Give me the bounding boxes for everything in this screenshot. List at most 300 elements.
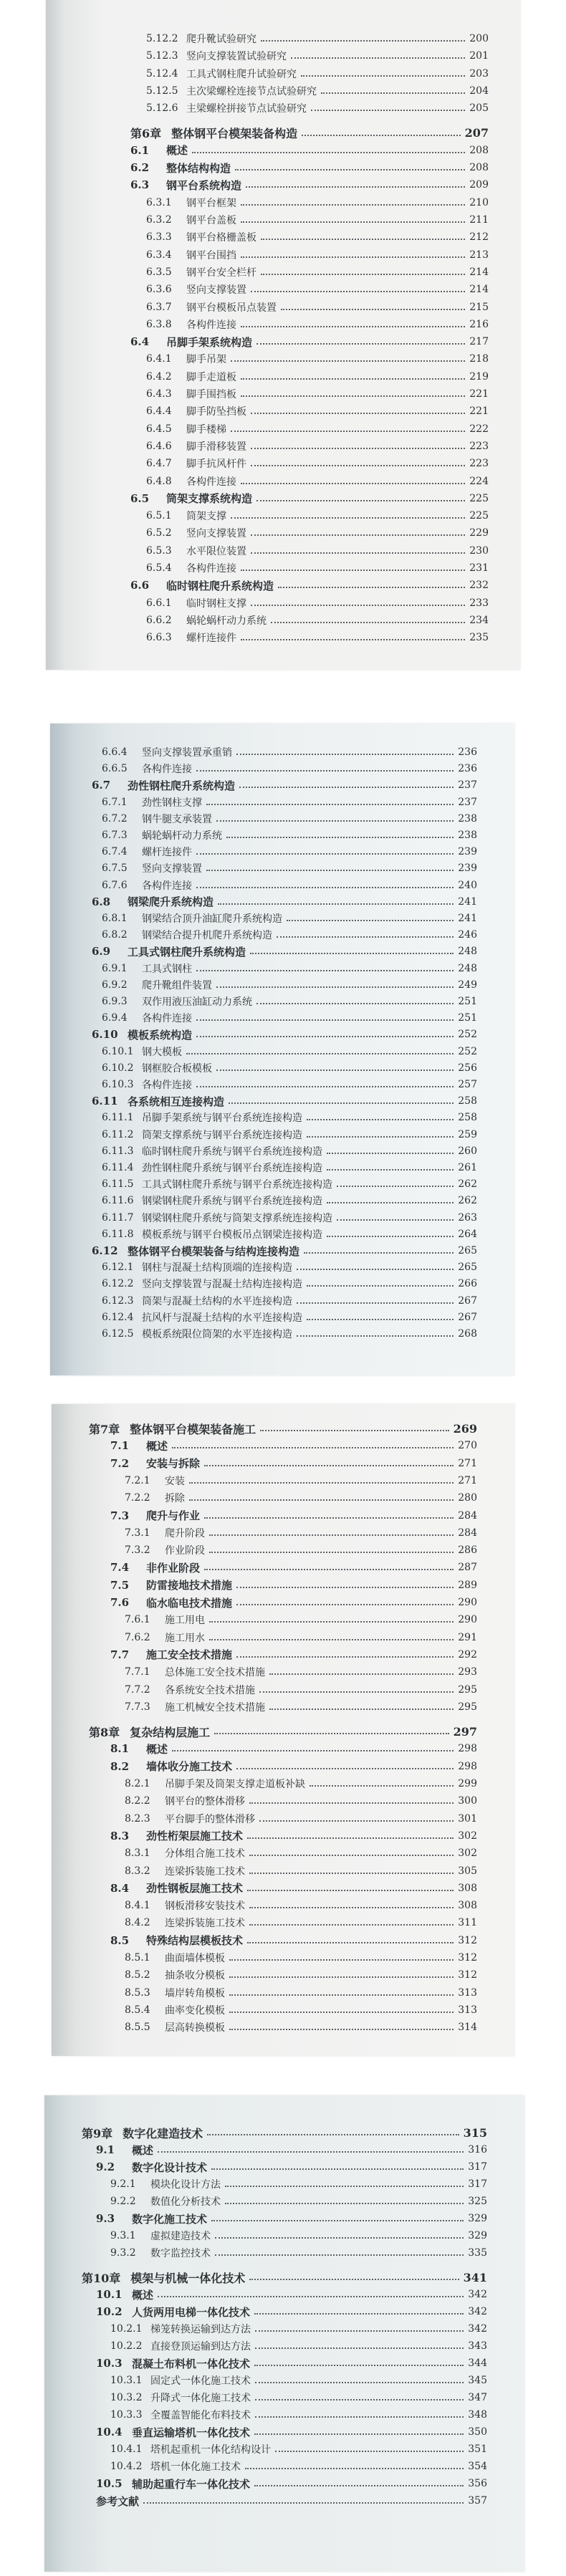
toc-dot-leader <box>247 1890 454 1891</box>
toc-entry-number: 6.8.2 <box>102 929 128 941</box>
toc-dot-leader <box>249 1873 454 1874</box>
toc-dot-leader <box>251 413 465 414</box>
toc-dot-leader <box>327 1169 454 1171</box>
toc-page-4 <box>44 2095 524 2572</box>
toc-page-number: 203 <box>469 67 489 80</box>
toc-entry-title: 概述 <box>146 1742 168 1756</box>
toc-page-number: 344 <box>468 2358 487 2369</box>
toc-dot-leader <box>236 1768 454 1769</box>
toc-section-entry <box>96 2143 487 2157</box>
toc-dot-leader <box>189 1499 454 1501</box>
toc-dot-leader <box>196 1019 454 1021</box>
toc-entry-title: 整体钢平台模架装备与结构连接构造 <box>128 1244 300 1258</box>
toc-page-number: 298 <box>458 1760 477 1772</box>
toc-entry-number: 10.3 <box>96 2357 123 2370</box>
toc-dot-leader <box>196 1086 454 1087</box>
toc-subsection-entry <box>146 387 489 401</box>
toc-dot-leader <box>327 1236 454 1237</box>
toc-page-number: 219 <box>469 370 489 383</box>
toc-dot-leader <box>231 360 465 362</box>
toc-entry-number: 6.8.1 <box>102 913 128 924</box>
toc-entry-title: 抽条收分模板 <box>165 1970 225 1982</box>
toc-dot-leader <box>327 1202 454 1203</box>
toc-entry-number: 8.5.5 <box>125 2022 150 2034</box>
toc-page-number: 214 <box>469 266 489 278</box>
toc-page-number: 235 <box>469 632 489 644</box>
toc-entry-number: 9.3 <box>96 2212 115 2225</box>
toc-subsection-entry <box>146 49 489 63</box>
toc-entry-number: 6.4.1 <box>146 353 172 365</box>
toc-entry-number: 第7章 <box>89 1422 120 1436</box>
toc-subsection-entry <box>125 1951 477 1965</box>
toc-dot-leader <box>249 1802 454 1804</box>
toc-dot-leader <box>247 1837 454 1839</box>
toc-entry-number: 6.11.8 <box>102 1228 134 1240</box>
toc-subsection-entry <box>102 795 477 809</box>
toc-dot-leader <box>247 1942 454 1943</box>
toc-entry-title: 整体钢平台模架装备施工 <box>130 1422 256 1436</box>
toc-entry-title: 竖向支撑装置与混凝土结构连接构造 <box>142 1279 302 1291</box>
toc-page-number: 266 <box>458 1278 477 1290</box>
toc-entry-title: 全覆盖智能化布料技术 <box>150 2410 251 2421</box>
toc-entry-number: 5.12.6 <box>146 102 178 115</box>
toc-dot-leader <box>241 378 465 380</box>
toc-page-number: 354 <box>468 2461 487 2472</box>
toc-page-number: 357 <box>468 2495 487 2507</box>
toc-entry-title: 钢柱与混凝土结构顶端的连接构造 <box>142 1262 292 1274</box>
toc-section-entry <box>110 1881 477 1895</box>
toc-entry-title: 概述 <box>146 1439 168 1453</box>
toc-page-number: 261 <box>458 1162 477 1173</box>
toc-page-number: 204 <box>469 85 489 97</box>
toc-dot-leader <box>307 1285 454 1287</box>
toc-subsection-entry <box>110 2246 487 2260</box>
toc-entry-number: 5.12.2 <box>146 33 178 44</box>
toc-section-entry <box>110 1648 477 1662</box>
toc-page-number: 234 <box>469 614 489 626</box>
toc-subsection-entry <box>102 1160 477 1175</box>
toc-page-number: 312 <box>458 1934 477 1946</box>
toc-entry-number: 6.6 <box>130 579 150 592</box>
toc-entry-title: 劲性钢柱爬升系统与钢平台系统连接构造 <box>142 1163 322 1174</box>
toc-subsection-entry <box>146 248 489 262</box>
toc-entry-title: 钢框胶合板模板 <box>142 1062 212 1075</box>
toc-entry-title: 梯笼转换运输到达方法 <box>150 2324 251 2335</box>
toc-entry-title: 劲性钢板层施工技术 <box>146 1882 244 1895</box>
toc-page-number: 351 <box>468 2443 487 2455</box>
toc-entry-title: 螺杆连接件 <box>142 847 192 859</box>
toc-page-number: 231 <box>469 562 489 574</box>
toc-dot-leader <box>215 2254 464 2256</box>
toc-page-number: 258 <box>458 1095 477 1107</box>
toc-dot-leader <box>302 135 460 136</box>
toc-entry-number: 6.7.2 <box>102 812 128 825</box>
toc-entry-title: 各构件连接 <box>142 1013 192 1025</box>
toc-subsection-entry <box>146 370 489 384</box>
toc-entry-title: 各构件连接 <box>142 1080 192 1091</box>
toc-entry-number: 10.2.2 <box>110 2340 143 2352</box>
toc-subsection-entry <box>110 2339 487 2353</box>
toc-page-number: 225 <box>469 510 489 522</box>
toc-entry-title: 数字化施工技术 <box>132 2212 208 2226</box>
toc-entry-title: 钢平台安全栏杆 <box>186 266 256 279</box>
toc-page-number: 308 <box>458 1900 477 1912</box>
toc-dot-leader <box>216 1070 454 1071</box>
toc-dot-leader <box>249 1855 454 1856</box>
toc-dot-leader <box>261 40 465 42</box>
toc-page-number: 201 <box>469 50 489 62</box>
toc-section-entry <box>92 1094 477 1108</box>
toc-section-entry <box>92 1027 477 1042</box>
toc-subsection-entry <box>125 1543 477 1557</box>
toc-subsection-entry <box>125 1864 477 1878</box>
toc-subsection-entry <box>125 1474 477 1488</box>
toc-subsection-entry <box>146 404 489 418</box>
toc-entry-number: 8.5.1 <box>125 1952 150 1964</box>
toc-subsection-entry <box>146 317 489 332</box>
toc-dot-leader <box>196 1036 454 1037</box>
toc-dot-leader <box>269 1708 454 1710</box>
toc-subsection-entry <box>102 1193 477 1208</box>
toc-dot-leader <box>241 569 465 571</box>
toc-page-number: 311 <box>458 1917 477 1929</box>
toc-page-number: 312 <box>458 1952 477 1964</box>
toc-page-number: 222 <box>469 423 489 435</box>
toc-subsection-entry <box>125 1526 477 1540</box>
toc-entry-number: 6.12 <box>92 1244 118 1257</box>
toc-dot-leader <box>241 204 465 206</box>
toc-entry-title: 脚手滑移装置 <box>186 441 246 453</box>
toc-subsection-entry <box>110 2390 487 2405</box>
toc-entry-title: 竖向支撑装置 <box>186 284 246 297</box>
toc-dot-leader <box>245 2468 464 2469</box>
toc-subsection-entry <box>102 828 477 842</box>
toc-page-number: 280 <box>458 1492 477 1504</box>
toc-entry-number: 6.9.1 <box>102 962 128 974</box>
toc-entry-number: 6.6.4 <box>102 746 128 758</box>
toc-dot-leader <box>327 1153 454 1154</box>
toc-entry-number: 8.2.3 <box>125 1812 150 1825</box>
toc-page-number: 259 <box>458 1128 477 1140</box>
toc-subsection-entry <box>102 1177 477 1191</box>
toc-entry-title: 工具式钢柱爬升系统构造 <box>128 945 246 958</box>
toc-page-number: 342 <box>468 2306 487 2317</box>
toc-dot-leader <box>196 770 454 772</box>
toc-entry-title: 固定式一体化施工技术 <box>150 2375 251 2387</box>
toc-entry-number: 6.3.7 <box>146 301 172 313</box>
toc-dot-leader <box>236 1656 454 1658</box>
toc-entry-number: 10.3.1 <box>110 2375 143 2386</box>
toc-entry-number: 9.3.2 <box>110 2247 136 2259</box>
toc-dot-leader <box>206 870 454 871</box>
toc-page-number: 343 <box>468 2340 487 2352</box>
toc-dot-leader <box>229 1959 454 1961</box>
toc-entry-title: 脚手走道板 <box>186 371 236 383</box>
toc-page-number: 347 <box>468 2392 487 2403</box>
toc-page-number: 233 <box>469 597 489 609</box>
toc-entry-title: 墙体收分施工技术 <box>146 1760 233 1774</box>
toc-entry-title: 爬升靴组件装置 <box>142 979 212 991</box>
toc-entry-title: 筒架与混凝土结构的水平连接构造 <box>142 1295 292 1307</box>
toc-dot-leader <box>301 75 465 77</box>
toc-entry-title: 爬升阶段 <box>165 1527 205 1539</box>
toc-entry-title: 钢梁结合顶升油缸爬升系统构造 <box>142 913 282 925</box>
toc-section-entry <box>110 1578 477 1592</box>
toc-entry-title: 各系统安全技术措施 <box>165 1684 255 1696</box>
toc-page-number: 313 <box>458 2004 477 2016</box>
toc-entry-title: 脚手吊架 <box>186 354 226 366</box>
toc-section-entry <box>96 2287 487 2302</box>
toc-page-number: 312 <box>458 1969 477 1981</box>
toc-page-number: 356 <box>468 2478 487 2489</box>
toc-dot-leader <box>287 920 454 921</box>
toc-page-number: 212 <box>469 231 489 244</box>
toc-entry-number: 6.5 <box>130 491 150 505</box>
toc-subsection-entry <box>102 961 477 976</box>
toc-dot-leader <box>241 395 465 397</box>
toc-page-number: 213 <box>469 249 489 261</box>
toc-entry-number: 5.12.5 <box>146 85 178 97</box>
toc-entry-title: 主次梁螺栓连接节点试验研究 <box>186 85 317 97</box>
toc-dot-leader <box>256 500 465 501</box>
toc-page-number: 252 <box>458 1029 477 1041</box>
toc-subsection-entry <box>146 196 489 210</box>
toc-entry-number: 6.12.2 <box>102 1278 134 1290</box>
toc-page-number: 284 <box>458 1527 477 1539</box>
toc-dot-leader <box>277 936 454 938</box>
toc-entry-number: 7.3.2 <box>125 1544 150 1557</box>
toc-entry-title: 塔机一体化施工技术 <box>150 2461 241 2473</box>
toc-entry-number: 6.9.4 <box>102 1012 128 1024</box>
toc-dot-leader <box>254 2433 464 2435</box>
toc-entry-title: 特殊结构层模板技术 <box>146 1934 244 1948</box>
toc-page-number: 217 <box>469 336 489 348</box>
toc-page-number: 209 <box>469 179 489 191</box>
toc-entry-number: 6.4.4 <box>146 405 172 418</box>
toc-entry-number: 8.2 <box>110 1759 130 1773</box>
toc-page-number: 241 <box>458 895 477 908</box>
toc-entry-number: 7.7.3 <box>125 1701 150 1713</box>
toc-dot-leader <box>218 903 454 905</box>
toc-entry-title: 工具式钢柱爬升系统与钢平台系统连接构造 <box>142 1179 332 1191</box>
toc-entry-number: 第10章 <box>82 2271 121 2285</box>
toc-entry-title: 平台脚手的整体滑移 <box>165 1813 255 1825</box>
toc-entry-number: 9.3.1 <box>110 2230 136 2241</box>
toc-entry-title: 辅助起重行车一体化技术 <box>132 2477 251 2491</box>
toc-entry-title: 直接登顶运输到达方法 <box>150 2341 251 2352</box>
toc-subsection-entry <box>102 994 477 1009</box>
toc-page-number: 238 <box>458 812 477 825</box>
toc-entry-number: 6.10.3 <box>102 1079 134 1090</box>
toc-dot-leader <box>236 1587 454 1588</box>
toc-subsection-entry <box>110 2459 487 2474</box>
toc-entry-number: 6.11.6 <box>102 1195 134 1207</box>
toc-entry-title: 塔机起重机一体化结构设计 <box>150 2444 271 2456</box>
toc-subsection-entry <box>146 561 489 575</box>
toc-subsection-entry <box>146 265 489 279</box>
toc-page-number: 232 <box>469 580 489 592</box>
toc-page-number: 256 <box>458 1062 477 1074</box>
toc-entry-number: 8.1 <box>110 1742 130 1756</box>
toc-entry-title: 混凝土布料机一体化技术 <box>132 2357 251 2370</box>
toc-entry-number: 6.9.2 <box>102 979 128 991</box>
toc-entry-number: 6.10.2 <box>102 1062 134 1074</box>
toc-entry-number: 6.9.3 <box>102 996 128 1007</box>
toc-page-number: 265 <box>458 1245 477 1256</box>
toc-page-number: 262 <box>458 1178 477 1191</box>
toc-entry-title: 抗风杆与混凝土结构的水平连接构造 <box>142 1312 302 1324</box>
toc-dot-leader <box>337 1186 454 1187</box>
toc-entry-number: 7.3.1 <box>125 1527 150 1539</box>
toc-page-number: 200 <box>469 33 489 44</box>
toc-entry-title: 双作用液压油缸动力系统 <box>142 996 252 1008</box>
toc-entry-number: 6.9 <box>92 945 111 958</box>
toc-page-number: 265 <box>458 1261 477 1274</box>
toc-entry-number: 6.12.5 <box>102 1328 134 1340</box>
toc-dot-leader <box>241 221 465 223</box>
toc-page-number: 329 <box>468 2213 487 2224</box>
toc-page-number: 271 <box>458 1457 477 1469</box>
toc-entry-title: 各构件连接 <box>186 563 236 575</box>
toc-entry-title: 总体施工安全技术措施 <box>165 1667 265 1679</box>
toc-subsection-entry <box>102 812 477 826</box>
toc-section-entry <box>96 2305 487 2319</box>
toc-entry-title: 概述 <box>166 144 188 158</box>
toc-page-number: 249 <box>458 979 477 991</box>
toc-entry-title: 钢梁结合提升机爬升系统构造 <box>142 930 272 942</box>
toc-entry-number: 6.8 <box>92 895 111 908</box>
toc-subsection-entry <box>102 1260 477 1274</box>
toc-page-number: 290 <box>458 1614 477 1626</box>
toc-dot-leader <box>271 622 465 623</box>
toc-entry-number: 10.5 <box>96 2477 123 2490</box>
toc-subsection-entry <box>102 1044 477 1059</box>
toc-dot-leader <box>204 1569 454 1570</box>
toc-page-number: 241 <box>458 913 477 924</box>
toc-section-entry <box>92 1244 477 1258</box>
toc-dot-leader <box>255 2382 464 2383</box>
toc-page-number: 205 <box>469 102 489 115</box>
toc-dot-leader <box>196 853 454 855</box>
toc-subsection-entry <box>146 101 489 115</box>
toc-entry-number: 6.4.6 <box>146 440 172 452</box>
toc-subsection-entry <box>110 2177 487 2191</box>
toc-section-entry <box>96 2356 487 2370</box>
toc-section-entry <box>110 1759 477 1774</box>
toc-entry-title: 层高转换模板 <box>165 2022 225 2034</box>
toc-page-number: 248 <box>458 962 477 974</box>
toc-subsection-entry <box>102 1310 477 1325</box>
toc-entry-title: 爬升与作业 <box>146 1509 201 1522</box>
toc-dot-leader <box>216 820 454 822</box>
toc-subsection-entry <box>125 1630 477 1645</box>
toc-page-number: 216 <box>469 318 489 330</box>
toc-dot-leader <box>256 343 465 345</box>
toc-entry-title: 竖向支撑装置 <box>142 863 202 875</box>
toc-entry-title: 钢平台模板吊点装置 <box>186 302 277 314</box>
toc-entry-title: 人货两用电梯一体化技术 <box>132 2305 251 2319</box>
toc-entry-title: 蜗轮蜗杆动力系统 <box>186 615 267 627</box>
toc-page-number: 271 <box>458 1474 477 1486</box>
toc-page-number: 308 <box>458 1882 477 1894</box>
toc-subsection-entry <box>146 474 489 489</box>
toc-entry-number: 8.4 <box>110 1881 130 1895</box>
toc-section-entry <box>96 2476 487 2491</box>
toc-page-number: 240 <box>458 879 477 891</box>
toc-page-number: 313 <box>458 1986 477 1999</box>
toc-entry-number: 6.4.5 <box>146 423 172 435</box>
toc-dot-leader <box>229 2029 454 2030</box>
toc-entry-title: 连梁拆装施工技术 <box>165 1918 245 1930</box>
toc-page-number: 223 <box>469 458 489 470</box>
toc-page-number: 299 <box>458 1778 477 1789</box>
toc-entry-number: 6.4.3 <box>146 388 172 400</box>
toc-page-number: 237 <box>458 779 477 792</box>
toc-dot-leader <box>204 1465 454 1466</box>
toc-entry-number: 6.11.4 <box>102 1162 134 1173</box>
toc-page-number: 302 <box>458 1830 477 1842</box>
toc-dot-leader <box>251 291 465 292</box>
toc-entry-title: 临时钢柱支撑 <box>186 597 246 610</box>
toc-section-entry <box>110 1438 477 1453</box>
toc-page-number: 218 <box>469 353 489 365</box>
toc-page-number: 297 <box>453 1724 477 1739</box>
toc-entry-number: 6.11.7 <box>102 1211 134 1224</box>
toc-entry-title: 各系统相互连接构造 <box>128 1095 225 1108</box>
toc-entry-number: 10.3.2 <box>110 2392 143 2403</box>
toc-dot-leader <box>211 2220 464 2221</box>
toc-page-number: 345 <box>468 2375 487 2386</box>
toc-subsection-entry <box>125 1700 477 1714</box>
toc-entry-number: 6.3.6 <box>146 284 172 296</box>
toc-page-number: 305 <box>458 1865 477 1877</box>
toc-dot-leader <box>254 2313 464 2315</box>
toc-dot-leader <box>186 1053 454 1054</box>
toc-section-entry <box>110 1741 477 1756</box>
toc-subsection-entry <box>146 84 489 98</box>
toc-dot-leader <box>189 1482 454 1484</box>
toc-page-number: 292 <box>458 1648 477 1661</box>
toc-section-entry <box>130 335 489 349</box>
toc-dot-leader <box>229 1994 454 1996</box>
toc-page-number: 207 <box>464 126 489 140</box>
toc-page-number: 248 <box>458 946 477 958</box>
toc-dot-leader <box>209 1552 454 1553</box>
toc-page-number: 268 <box>458 1328 477 1340</box>
toc-subsection-entry <box>102 878 477 893</box>
toc-entry-number: 7.6.2 <box>125 1631 150 1643</box>
toc-entry-title: 安装与拆除 <box>146 1457 201 1471</box>
toc-entry-number: 6.11.2 <box>102 1128 134 1140</box>
toc-entry-title: 墙岸转角模板 <box>165 1987 225 1999</box>
toc-chapter-entry <box>89 1421 477 1436</box>
toc-section-entry <box>110 1595 477 1610</box>
toc-entry-title: 钢梁爬升系统构造 <box>128 895 214 909</box>
toc-section-entry <box>96 2425 487 2439</box>
toc-section-entry <box>130 491 489 506</box>
toc-subsection-entry <box>146 352 489 366</box>
toc-entry-title: 临水临电技术措施 <box>146 1596 233 1610</box>
toc-subsection-entry <box>146 526 489 540</box>
toc-entry-title: 爬升靴试验研究 <box>186 34 256 45</box>
toc-dot-leader <box>241 326 465 327</box>
toc-subsection-entry <box>125 1491 477 1505</box>
toc-entry-number: 7.5 <box>110 1578 130 1592</box>
toc-subsection-entry <box>102 928 477 942</box>
toc-entry-title: 数值化分析技术 <box>150 2196 221 2208</box>
toc-subsection-entry <box>102 845 477 859</box>
toc-entry-number: 6.3.3 <box>146 231 172 244</box>
